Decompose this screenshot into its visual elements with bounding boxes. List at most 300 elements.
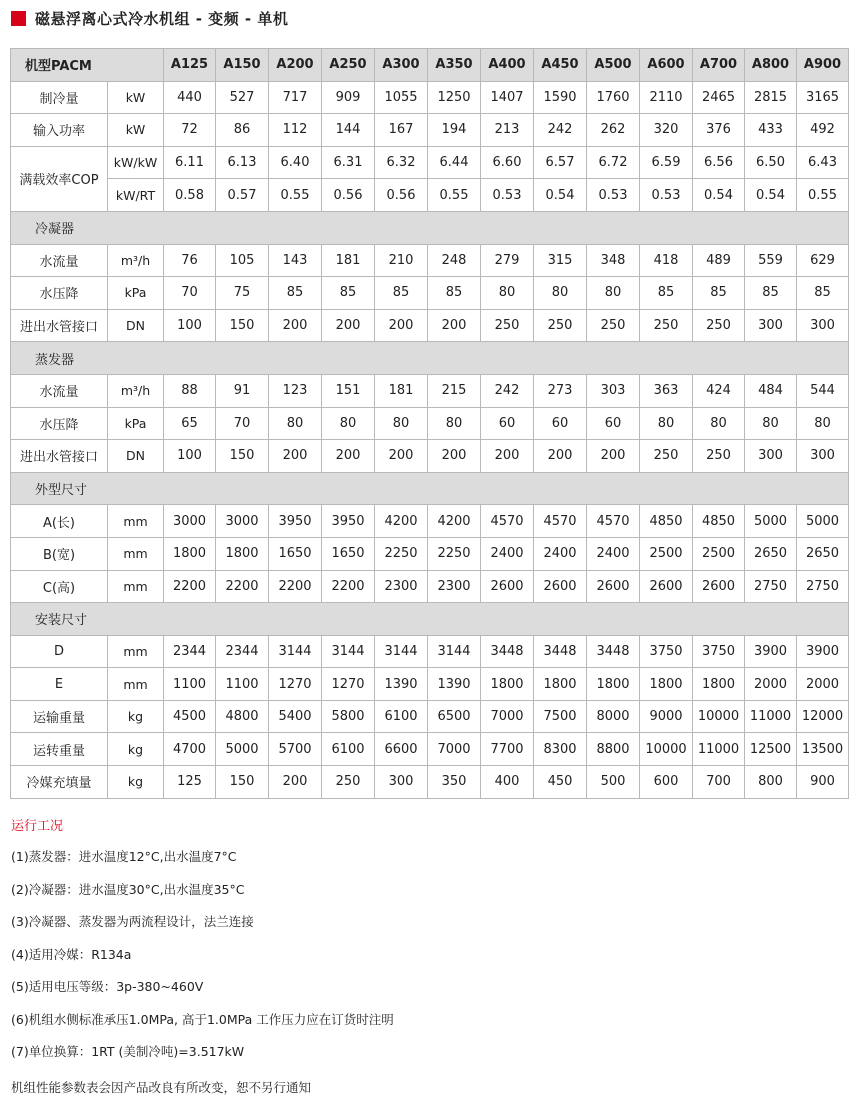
- value-cell: 167: [375, 114, 428, 147]
- table-row: [11, 309, 849, 342]
- model-column-header: A350: [428, 49, 481, 82]
- value-cell: 300: [745, 309, 797, 342]
- value-cell: 4800: [216, 700, 269, 733]
- table-row: [11, 374, 849, 407]
- value-cell: 2750: [797, 570, 849, 603]
- section-label: 外型尺寸: [11, 472, 849, 505]
- value-cell: 2000: [797, 668, 849, 701]
- section-label: 安装尺寸: [11, 603, 849, 636]
- table-row: [11, 277, 849, 310]
- table-row: [11, 635, 849, 668]
- value-cell: 200: [428, 440, 481, 473]
- table-row: [11, 440, 849, 473]
- page-title: 磁悬浮离心式冷水机组 - 变频 - 单机: [35, 9, 289, 28]
- value-cell: 0.53: [481, 179, 534, 212]
- value-cell: 0.56: [375, 179, 428, 212]
- value-cell: 2344: [216, 635, 269, 668]
- value-cell: 0.55: [269, 179, 322, 212]
- unit-cell: kW/RT: [108, 179, 164, 212]
- value-cell: 5700: [269, 733, 322, 766]
- value-cell: 11000: [745, 700, 797, 733]
- value-cell: 0.53: [587, 179, 640, 212]
- value-cell: 60: [481, 407, 534, 440]
- value-cell: 250: [640, 309, 693, 342]
- value-cell: 194: [428, 114, 481, 147]
- note-item: (2)冷凝器：进水温度30°C,出水温度35°C: [11, 881, 245, 897]
- model-column-header: A300: [375, 49, 428, 82]
- value-cell: 4850: [640, 505, 693, 538]
- value-cell: 60: [587, 407, 640, 440]
- value-cell: 6.50: [745, 146, 797, 179]
- value-cell: 440: [164, 81, 216, 114]
- value-cell: 85: [322, 277, 375, 310]
- value-cell: 85: [428, 277, 481, 310]
- value-cell: 5000: [797, 505, 849, 538]
- value-cell: 3900: [797, 635, 849, 668]
- value-cell: 2500: [693, 537, 745, 570]
- value-cell: 80: [428, 407, 481, 440]
- value-cell: 3448: [587, 635, 640, 668]
- row-label: 制冷量: [11, 81, 108, 114]
- row-label: A(长): [11, 505, 108, 538]
- value-cell: 1800: [164, 537, 216, 570]
- value-cell: 85: [797, 277, 849, 310]
- table-row: [11, 407, 849, 440]
- note-item: (6)机组水侧标准承压1.0MPa, 高于1.0MPa 工作压力应在订货时注明: [11, 1011, 394, 1027]
- value-cell: 6.59: [640, 146, 693, 179]
- value-cell: 80: [640, 407, 693, 440]
- note-item: (1)蒸发器：进水温度12°C,出水温度7°C: [11, 849, 237, 864]
- table-header-row: [11, 49, 849, 82]
- value-cell: 80: [693, 407, 745, 440]
- value-cell: 3900: [745, 635, 797, 668]
- value-cell: 5800: [322, 700, 375, 733]
- value-cell: 6.31: [322, 146, 375, 179]
- value-cell: 600: [640, 766, 693, 799]
- value-cell: 3448: [481, 635, 534, 668]
- value-cell: 433: [745, 114, 797, 147]
- row-label: 运输重量: [11, 700, 108, 733]
- value-cell: 1800: [693, 668, 745, 701]
- value-cell: 2650: [745, 537, 797, 570]
- value-cell: 717: [269, 81, 322, 114]
- value-cell: 6.60: [481, 146, 534, 179]
- value-cell: 100: [164, 440, 216, 473]
- unit-cell: kPa: [108, 407, 164, 440]
- table-row: [11, 537, 849, 570]
- table-row: [11, 700, 849, 733]
- value-cell: 12000: [797, 700, 849, 733]
- value-cell: 200: [375, 440, 428, 473]
- row-label: 水流量: [11, 244, 108, 277]
- section-row: [11, 211, 849, 244]
- section-row: [11, 342, 849, 375]
- value-cell: 6100: [322, 733, 375, 766]
- value-cell: 4200: [428, 505, 481, 538]
- value-cell: 250: [534, 309, 587, 342]
- notes-footer: 机组性能参数表会因产品改良有所改变，恕不另行通知: [11, 1079, 312, 1095]
- value-cell: 4500: [164, 700, 216, 733]
- value-cell: 1800: [216, 537, 269, 570]
- value-cell: 527: [216, 81, 269, 114]
- row-label: 水压降: [11, 277, 108, 310]
- value-cell: 242: [534, 114, 587, 147]
- value-cell: 2465: [693, 81, 745, 114]
- value-cell: 200: [375, 309, 428, 342]
- value-cell: 6.13: [216, 146, 269, 179]
- value-cell: 489: [693, 244, 745, 277]
- value-cell: 1390: [428, 668, 481, 701]
- value-cell: 1390: [375, 668, 428, 701]
- value-cell: 6500: [428, 700, 481, 733]
- value-cell: 0.55: [797, 179, 849, 212]
- value-cell: 559: [745, 244, 797, 277]
- row-label: D: [11, 635, 108, 668]
- model-column-header: A500: [587, 49, 640, 82]
- value-cell: 70: [164, 277, 216, 310]
- value-cell: 3448: [534, 635, 587, 668]
- value-cell: 1250: [428, 81, 481, 114]
- note-item: (4)适用冷媒：R134a: [11, 946, 132, 962]
- value-cell: 70: [216, 407, 269, 440]
- value-cell: 418: [640, 244, 693, 277]
- table-row: [11, 570, 849, 603]
- value-cell: 1800: [481, 668, 534, 701]
- value-cell: 320: [640, 114, 693, 147]
- value-cell: 363: [640, 374, 693, 407]
- value-cell: 3000: [164, 505, 216, 538]
- value-cell: 7000: [481, 700, 534, 733]
- notes-block: [11, 815, 394, 1096]
- value-cell: 2000: [745, 668, 797, 701]
- spec-table: [10, 48, 849, 799]
- unit-cell: DN: [108, 440, 164, 473]
- model-column-header: A900: [797, 49, 849, 82]
- row-label: 水流量: [11, 374, 108, 407]
- value-cell: 60: [534, 407, 587, 440]
- value-cell: 200: [269, 766, 322, 799]
- table-row: [11, 81, 849, 114]
- value-cell: 2750: [745, 570, 797, 603]
- value-cell: 72: [164, 114, 216, 147]
- table-row: [11, 668, 849, 701]
- value-cell: 200: [534, 440, 587, 473]
- value-cell: 8000: [587, 700, 640, 733]
- value-cell: 8300: [534, 733, 587, 766]
- value-cell: 12500: [745, 733, 797, 766]
- value-cell: 300: [745, 440, 797, 473]
- table-row: [11, 733, 849, 766]
- value-cell: 7500: [534, 700, 587, 733]
- value-cell: 4200: [375, 505, 428, 538]
- value-cell: 376: [693, 114, 745, 147]
- value-cell: 6.56: [693, 146, 745, 179]
- value-cell: 80: [797, 407, 849, 440]
- row-label: 满载效率COP: [11, 146, 108, 211]
- value-cell: 2200: [216, 570, 269, 603]
- value-cell: 8800: [587, 733, 640, 766]
- note-item: (7)单位换算：1RT (美制冷吨)=3.517kW: [11, 1044, 245, 1059]
- value-cell: 4700: [164, 733, 216, 766]
- unit-cell: mm: [108, 635, 164, 668]
- value-cell: 3144: [375, 635, 428, 668]
- value-cell: 0.54: [534, 179, 587, 212]
- value-cell: 400: [481, 766, 534, 799]
- unit-cell: mm: [108, 505, 164, 538]
- value-cell: 3165: [797, 81, 849, 114]
- note-item: (5)适用电压等级：3p-380~460V: [11, 979, 204, 994]
- value-cell: 909: [322, 81, 375, 114]
- value-cell: 6100: [375, 700, 428, 733]
- row-label: E: [11, 668, 108, 701]
- value-cell: 2400: [481, 537, 534, 570]
- value-cell: 2400: [587, 537, 640, 570]
- value-cell: 2200: [322, 570, 375, 603]
- value-cell: 1800: [587, 668, 640, 701]
- unit-cell: m³/h: [108, 374, 164, 407]
- value-cell: 10000: [640, 733, 693, 766]
- value-cell: 303: [587, 374, 640, 407]
- value-cell: 125: [164, 766, 216, 799]
- value-cell: 1270: [269, 668, 322, 701]
- value-cell: 700: [693, 766, 745, 799]
- value-cell: 1100: [216, 668, 269, 701]
- model-column-header: A200: [269, 49, 322, 82]
- value-cell: 0.57: [216, 179, 269, 212]
- value-cell: 75: [216, 277, 269, 310]
- unit-cell: kg: [108, 733, 164, 766]
- value-cell: 112: [269, 114, 322, 147]
- value-cell: 484: [745, 374, 797, 407]
- row-label: 进出水管接口: [11, 440, 108, 473]
- value-cell: 450: [534, 766, 587, 799]
- value-cell: 85: [745, 277, 797, 310]
- value-cell: 2650: [797, 537, 849, 570]
- value-cell: 3750: [640, 635, 693, 668]
- value-cell: 262: [587, 114, 640, 147]
- model-column-header: A400: [481, 49, 534, 82]
- value-cell: 7700: [481, 733, 534, 766]
- value-cell: 1407: [481, 81, 534, 114]
- value-cell: 2500: [640, 537, 693, 570]
- unit-cell: DN: [108, 309, 164, 342]
- value-cell: 0.54: [693, 179, 745, 212]
- table-row: [11, 146, 849, 179]
- unit-cell: kPa: [108, 277, 164, 310]
- page-title-bar: [11, 6, 288, 30]
- value-cell: 85: [375, 277, 428, 310]
- value-cell: 0.58: [164, 179, 216, 212]
- value-cell: 900: [797, 766, 849, 799]
- value-cell: 6.32: [375, 146, 428, 179]
- value-cell: 1800: [640, 668, 693, 701]
- value-cell: 492: [797, 114, 849, 147]
- value-cell: 6.57: [534, 146, 587, 179]
- model-column-header: A600: [640, 49, 693, 82]
- value-cell: 144: [322, 114, 375, 147]
- value-cell: 3950: [322, 505, 375, 538]
- value-cell: 350: [428, 766, 481, 799]
- value-cell: 2600: [534, 570, 587, 603]
- table-row: [11, 179, 849, 212]
- value-cell: 2200: [269, 570, 322, 603]
- value-cell: 91: [216, 374, 269, 407]
- value-cell: 200: [269, 309, 322, 342]
- value-cell: 5000: [745, 505, 797, 538]
- unit-cell: kg: [108, 700, 164, 733]
- value-cell: 1270: [322, 668, 375, 701]
- table-row: [11, 114, 849, 147]
- row-label: C(高): [11, 570, 108, 603]
- value-cell: 181: [375, 374, 428, 407]
- unit-cell: kg: [108, 766, 164, 799]
- value-cell: 0.56: [322, 179, 375, 212]
- value-cell: 0.55: [428, 179, 481, 212]
- value-cell: 4570: [534, 505, 587, 538]
- value-cell: 150: [216, 440, 269, 473]
- row-label: 运转重量: [11, 733, 108, 766]
- value-cell: 1760: [587, 81, 640, 114]
- value-cell: 200: [322, 309, 375, 342]
- section-label: 冷凝器: [11, 211, 849, 244]
- unit-cell: kW/kW: [108, 146, 164, 179]
- value-cell: 2600: [693, 570, 745, 603]
- value-cell: 200: [428, 309, 481, 342]
- value-cell: 3144: [428, 635, 481, 668]
- value-cell: 10000: [693, 700, 745, 733]
- value-cell: 3000: [216, 505, 269, 538]
- row-label: B(宽): [11, 537, 108, 570]
- model-column-header: A125: [164, 49, 216, 82]
- value-cell: 500: [587, 766, 640, 799]
- value-cell: 3144: [322, 635, 375, 668]
- value-cell: 1650: [269, 537, 322, 570]
- value-cell: 0.53: [640, 179, 693, 212]
- unit-cell: mm: [108, 570, 164, 603]
- value-cell: 4850: [693, 505, 745, 538]
- value-cell: 250: [640, 440, 693, 473]
- value-cell: 143: [269, 244, 322, 277]
- value-cell: 13500: [797, 733, 849, 766]
- value-cell: 1650: [322, 537, 375, 570]
- value-cell: 315: [534, 244, 587, 277]
- table-row: [11, 766, 849, 799]
- value-cell: 150: [216, 309, 269, 342]
- model-label-header: 机型PACM: [11, 49, 164, 82]
- value-cell: 151: [322, 374, 375, 407]
- row-label: 输入功率: [11, 114, 108, 147]
- section-row: [11, 472, 849, 505]
- row-label: 水压降: [11, 407, 108, 440]
- value-cell: 200: [322, 440, 375, 473]
- value-cell: 3950: [269, 505, 322, 538]
- value-cell: 100: [164, 309, 216, 342]
- notes-title: 运行工况: [11, 819, 64, 834]
- value-cell: 123: [269, 374, 322, 407]
- value-cell: 88: [164, 374, 216, 407]
- value-cell: 85: [269, 277, 322, 310]
- value-cell: 215: [428, 374, 481, 407]
- value-cell: 80: [745, 407, 797, 440]
- model-column-header: A700: [693, 49, 745, 82]
- row-label: 冷媒充填量: [11, 766, 108, 799]
- unit-cell: kW: [108, 81, 164, 114]
- value-cell: 2344: [164, 635, 216, 668]
- value-cell: 65: [164, 407, 216, 440]
- value-cell: 300: [797, 309, 849, 342]
- value-cell: 544: [797, 374, 849, 407]
- value-cell: 2600: [481, 570, 534, 603]
- value-cell: 250: [693, 440, 745, 473]
- unit-cell: mm: [108, 668, 164, 701]
- value-cell: 105: [216, 244, 269, 277]
- row-label: 进出水管接口: [11, 309, 108, 342]
- value-cell: 80: [534, 277, 587, 310]
- section-label: 蒸发器: [11, 342, 849, 375]
- table-row: [11, 505, 849, 538]
- model-column-header: A450: [534, 49, 587, 82]
- value-cell: 200: [587, 440, 640, 473]
- value-cell: 2200: [164, 570, 216, 603]
- value-cell: 279: [481, 244, 534, 277]
- table-row: [11, 244, 849, 277]
- value-cell: 4570: [587, 505, 640, 538]
- value-cell: 6.43: [797, 146, 849, 179]
- value-cell: 80: [481, 277, 534, 310]
- value-cell: 11000: [693, 733, 745, 766]
- value-cell: 6.72: [587, 146, 640, 179]
- value-cell: 348: [587, 244, 640, 277]
- value-cell: 1800: [534, 668, 587, 701]
- value-cell: 300: [375, 766, 428, 799]
- value-cell: 273: [534, 374, 587, 407]
- value-cell: 1590: [534, 81, 587, 114]
- value-cell: 0.54: [745, 179, 797, 212]
- value-cell: 85: [693, 277, 745, 310]
- value-cell: 248: [428, 244, 481, 277]
- value-cell: 150: [216, 766, 269, 799]
- value-cell: 6600: [375, 733, 428, 766]
- value-cell: 3144: [269, 635, 322, 668]
- value-cell: 80: [375, 407, 428, 440]
- value-cell: 629: [797, 244, 849, 277]
- section-row: [11, 603, 849, 636]
- value-cell: 242: [481, 374, 534, 407]
- model-column-header: A250: [322, 49, 375, 82]
- value-cell: 5400: [269, 700, 322, 733]
- value-cell: 213: [481, 114, 534, 147]
- value-cell: 2600: [640, 570, 693, 603]
- value-cell: 2815: [745, 81, 797, 114]
- value-cell: 210: [375, 244, 428, 277]
- value-cell: 80: [269, 407, 322, 440]
- value-cell: 3750: [693, 635, 745, 668]
- value-cell: 2300: [375, 570, 428, 603]
- value-cell: 80: [322, 407, 375, 440]
- value-cell: 1055: [375, 81, 428, 114]
- value-cell: 86: [216, 114, 269, 147]
- model-column-header: A150: [216, 49, 269, 82]
- value-cell: 4570: [481, 505, 534, 538]
- value-cell: 800: [745, 766, 797, 799]
- value-cell: 2250: [375, 537, 428, 570]
- unit-cell: mm: [108, 537, 164, 570]
- note-item: (3)冷凝器、蒸发器为两流程设计，法兰连接: [11, 914, 254, 929]
- value-cell: 200: [481, 440, 534, 473]
- value-cell: 80: [587, 277, 640, 310]
- value-cell: 250: [322, 766, 375, 799]
- value-cell: 7000: [428, 733, 481, 766]
